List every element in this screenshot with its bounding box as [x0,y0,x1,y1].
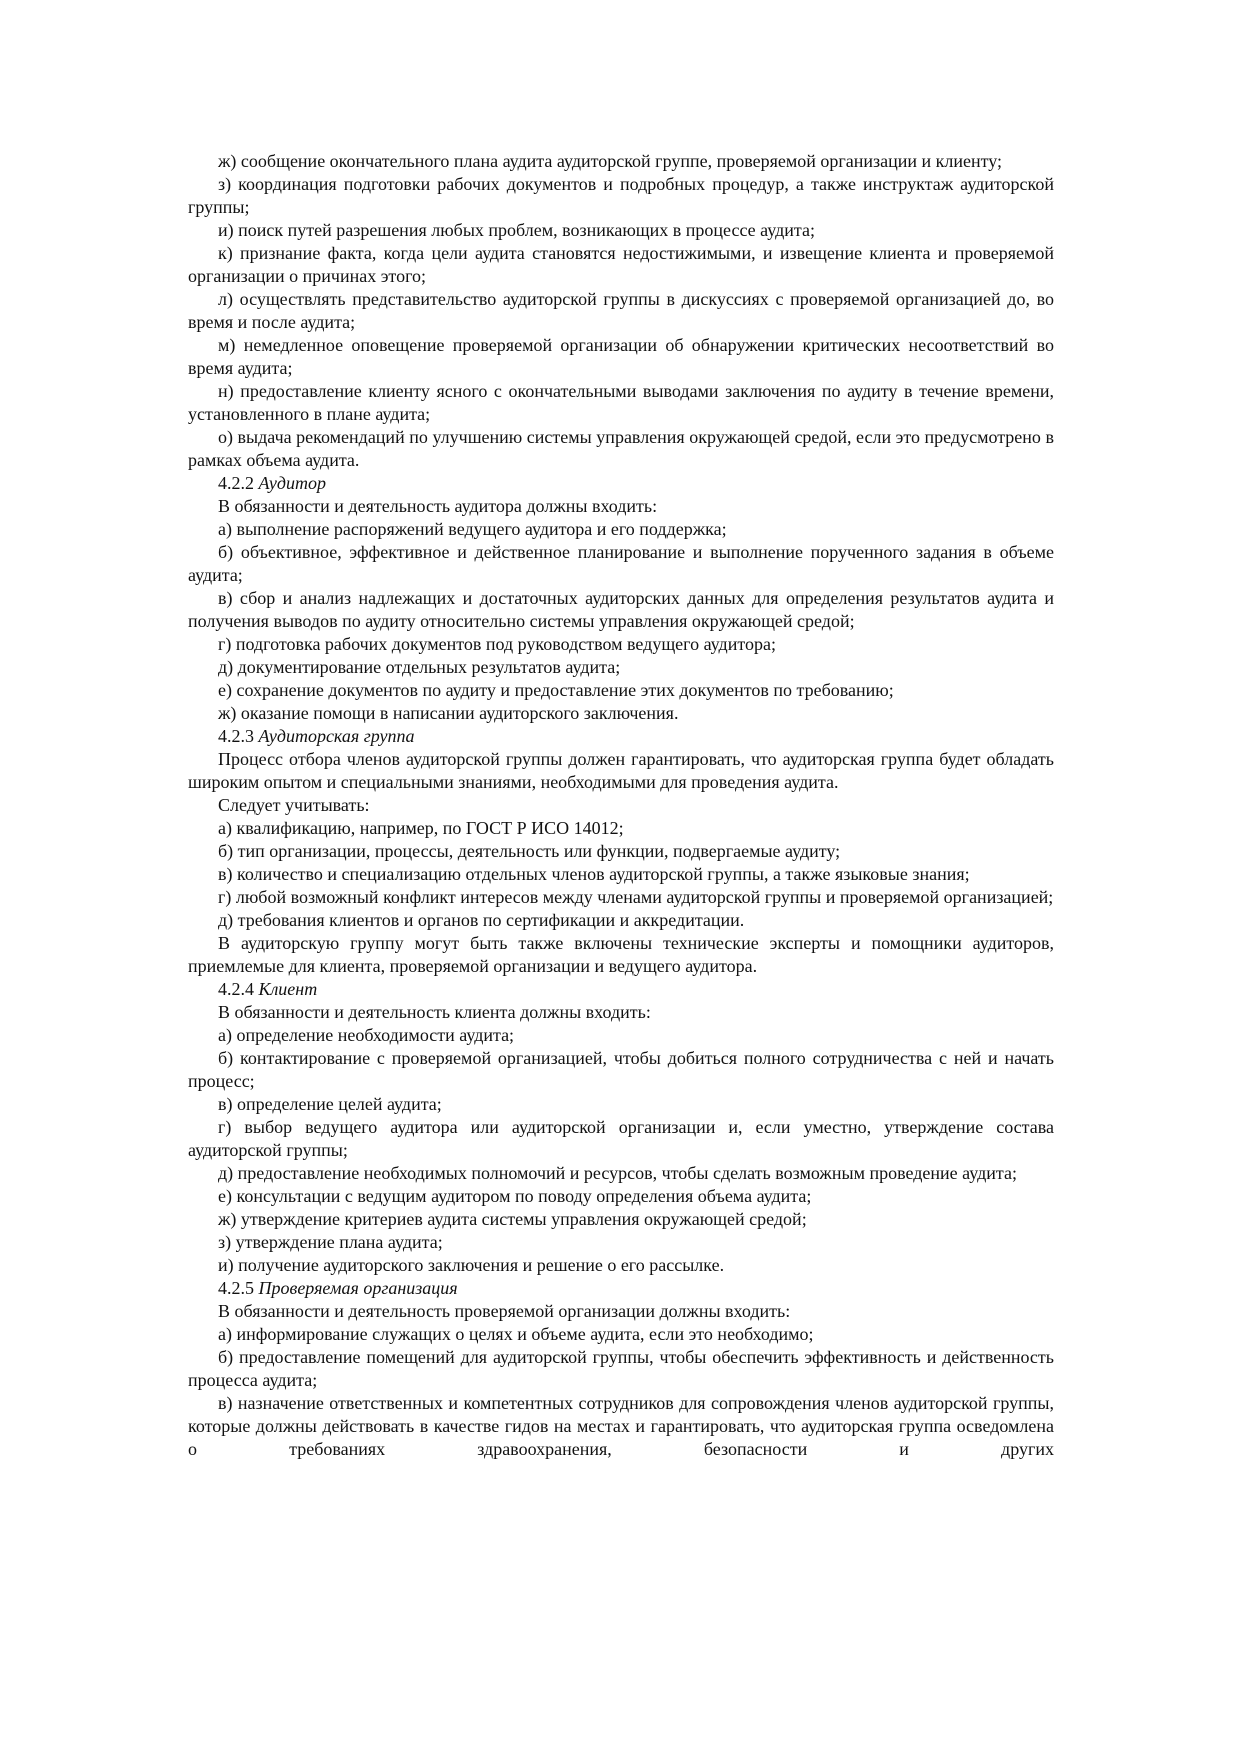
paragraph: д) документирование отдельных результатов аудита; [218,657,621,677]
paragraph: м) немедленное оповещение проверяемой организации об обнаружении критических несоответствий во время аудита; [188,335,1054,378]
paragraph: б) контактирование с проверяемой организацией, чтобы добиться полного сотрудничества с ней и начать процесс; [188,1048,1054,1091]
paragraph: и) поиск путей разрешения любых проблем, возникающих в процессе аудита; [218,220,815,240]
paragraph: ж) оказание помощи в написании аудиторского заключения. [218,703,679,723]
paragraph: е) сохранение документов по аудиту и предоставление этих документов по требованию; [218,680,894,700]
paragraph: Процесс отбора членов аудиторской группы должен гарантировать, что аудиторская группа будет обладать широким опытом и специальными знаниями, необходимыми для проведения аудита. [188,749,1054,792]
paragraph: в) назначение ответственных и компетентных сотрудников для сопровождения членов аудиторской группы, которые должны действовать в качестве гидов на местах и гарантировать, что аудиторская группа осведомлена о требованиях здравоохранения, безопасности и других [188,1393,1054,1459]
section-heading [188,472,1054,495]
section-number: 4.2.2 [218,473,254,493]
paragraph: г) любой возможный конфликт интересов между членами аудиторской группы и проверяемой организацией; [218,887,1054,907]
section-title: Аудитор [258,473,326,493]
paragraph: б) объективное, эффективное и действенное планирование и выполнение порученного задания в объеме аудита; [188,542,1054,585]
document-body [188,150,1054,1461]
paragraph: в) сбор и анализ надлежащих и достаточных аудиторских данных для определения результатов аудита и получения выводов по аудиту относительно системы управления окружающей средой; [188,588,1054,631]
paragraph: а) определение необходимости аудита; [218,1025,515,1045]
paragraph: н) предоставление клиенту ясного с окончательными выводами заключения по аудиту в течение времени, установленного в плане аудита; [188,381,1054,424]
paragraph: В аудиторскую группу могут быть также включены технические эксперты и помощники аудиторов, приемлемые для клиента, проверяемой организации и ведущего аудитора. [188,933,1054,976]
paragraph: В обязанности и деятельность аудитора должны входить: [218,496,658,516]
paragraph: а) выполнение распоряжений ведущего аудитора и его поддержка; [218,519,727,539]
paragraph: б) предоставление помещений для аудиторской группы, чтобы обеспечить эффективность и действенность процесса аудита; [188,1347,1054,1390]
paragraph: ж) сообщение окончательного плана аудита аудиторской группе, проверяемой организации и клиенту; [218,151,1003,171]
paragraph: Следует учитывать: [218,795,370,815]
section-heading [188,978,1054,1001]
paragraph: В обязанности и деятельность проверяемой организации должны входить: [218,1301,791,1321]
paragraph: г) выбор ведущего аудитора или аудиторской организации и, если уместно, утверждение состава аудиторской группы; [188,1117,1054,1160]
paragraph: д) предоставление необходимых полномочий и ресурсов, чтобы сделать возможным проведение аудита; [218,1163,1017,1183]
paragraph: з) координация подготовки рабочих документов и подробных процедур, а также инструктаж аудиторской группы; [188,174,1054,217]
section-heading [188,725,1054,748]
paragraph: к) признание факта, когда цели аудита становятся недостижимыми, и извещение клиента и проверяемой организации о причинах этого; [188,243,1054,286]
paragraph: б) тип организации, процессы, деятельность или функции, подвергаемые аудиту; [218,841,841,861]
section-title: Проверяемая организация [258,1278,458,1298]
paragraph: з) утверждение плана аудита; [218,1232,443,1252]
paragraph: а) квалификацию, например, по ГОСТ Р ИСО 14012; [218,818,624,838]
paragraph: л) осуществлять представительство аудиторской группы в дискуссиях с проверяемой организацией до, во время и после аудита; [188,289,1054,332]
paragraph: е) консультации с ведущим аудитором по поводу определения объема аудита; [218,1186,812,1206]
section-heading [188,1277,1054,1300]
section-number: 4.2.3 [218,726,254,746]
paragraph: а) информирование служащих о целях и объеме аудита, если это необходимо; [218,1324,814,1344]
section-number: 4.2.4 [218,979,254,999]
paragraph: д) требования клиентов и органов по сертификации и аккредитации. [218,910,745,930]
section-title: Аудиторская группа [258,726,415,746]
section-number: 4.2.5 [218,1278,254,1298]
paragraph: В обязанности и деятельность клиента должны входить: [218,1002,651,1022]
paragraph: в) количество и специализацию отдельных членов аудиторской группы, а также языковые знания; [218,864,970,884]
section-title: Клиент [258,979,318,999]
paragraph: и) получение аудиторского заключения и решение о его рассылке. [218,1255,725,1275]
paragraph: о) выдача рекомендаций по улучшению системы управления окружающей средой, если это предусмотрено в рамках объема аудита. [188,427,1054,470]
paragraph: в) определение целей аудита; [218,1094,442,1114]
paragraph: г) подготовка рабочих документов под руководством ведущего аудитора; [218,634,776,654]
paragraph: ж) утверждение критериев аудита системы управления окружающей средой; [218,1209,807,1229]
